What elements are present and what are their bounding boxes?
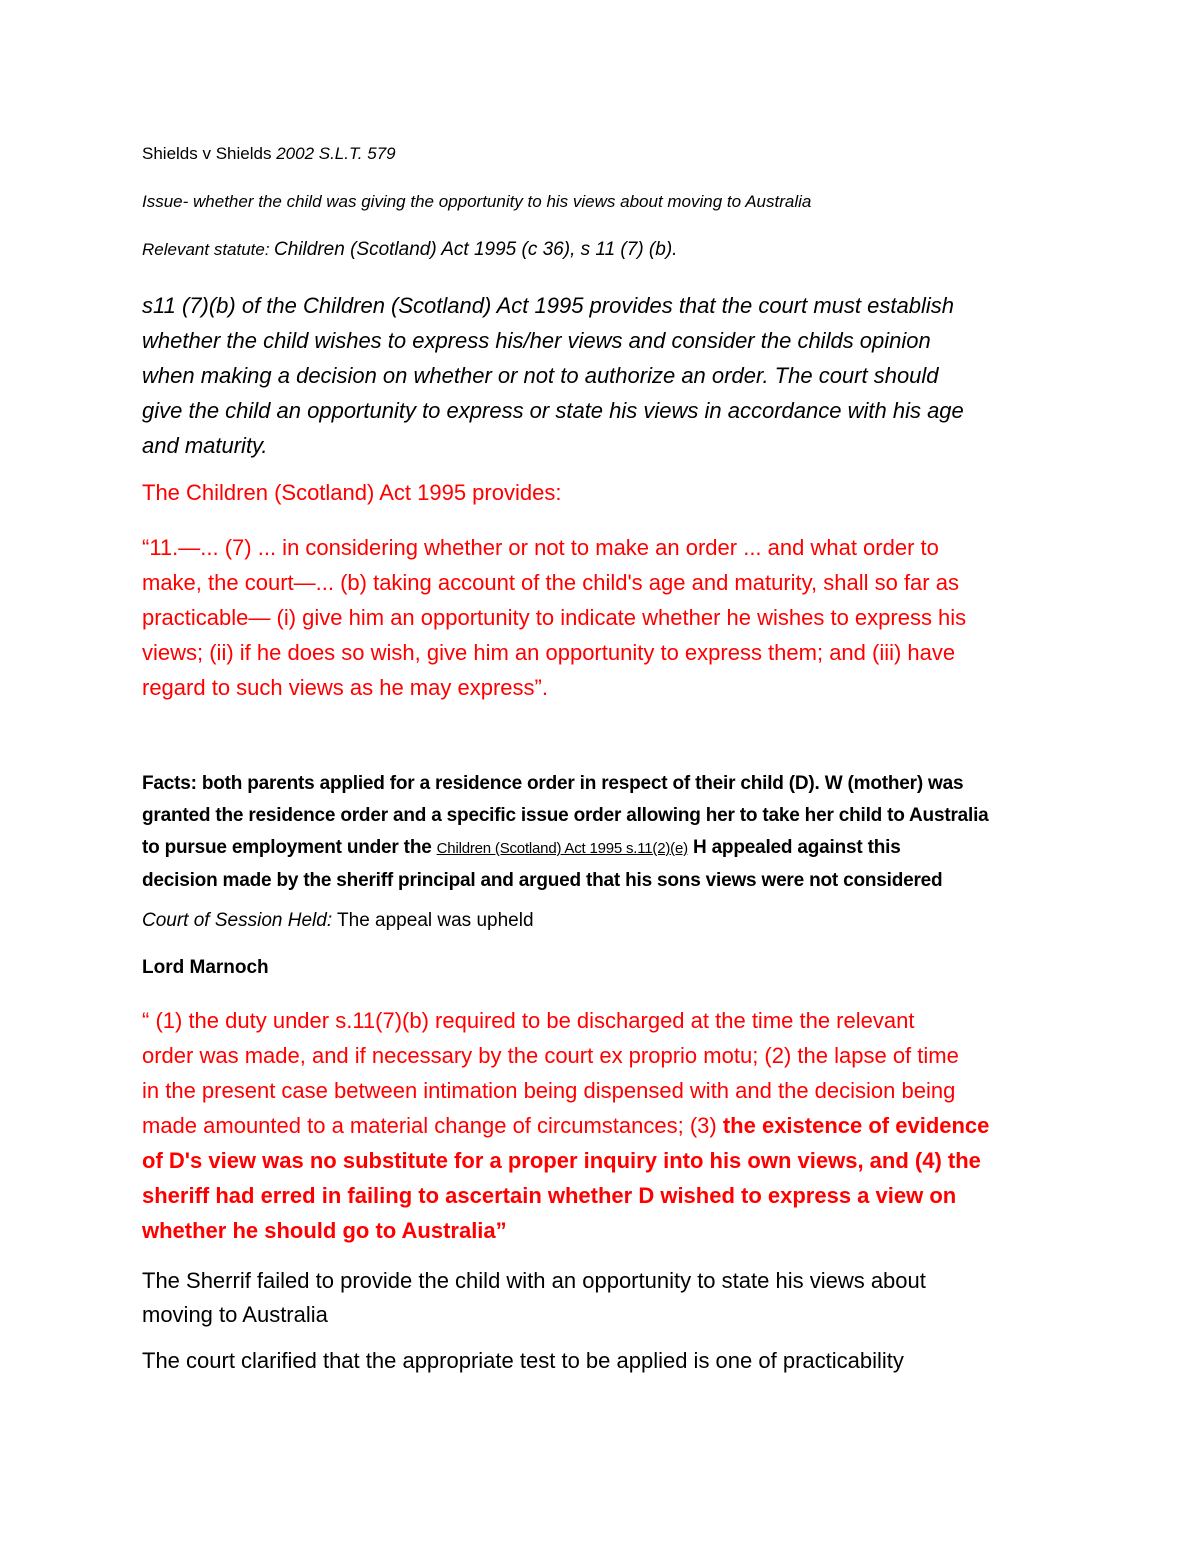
judgment-line: of D's view was no substitute for a proper inquiry into his own views, and (4) the <box>142 1148 981 1173</box>
statute-text: Children (Scotland) Act 1995 (c 36), s 11 (7) (b). <box>274 239 678 260</box>
judgment-line <box>142 1108 989 1143</box>
facts-line: decision made by the sheriff principal and argued that his sons views were not considered <box>142 870 943 891</box>
held-text: The appeal was upheld <box>332 910 534 931</box>
conclusion-paragraph <box>142 1264 926 1332</box>
explanation-line: s11 (7)(b) of the Children (Scotland) Act 1995 provides that the court must establish <box>142 293 954 318</box>
judgment-text: made amounted to a material change of circumstances; (3) <box>142 1113 723 1138</box>
case-name: Shields v Shields <box>142 144 272 163</box>
judgment-line: order was made, and if necessary by the court ex proprio motu; (2) the lapse of time <box>142 1043 959 1068</box>
statute-label: Relevant statute: <box>142 240 270 259</box>
explanation-line: and maturity. <box>142 433 268 458</box>
explanation-line: give the child an opportunity to express or state his views in accordance with his age <box>142 398 964 423</box>
judgment-bold-text: the existence of evidence <box>722 1113 990 1138</box>
facts-text: to pursue employment under the <box>142 837 437 858</box>
act-quote-line: practicable— (i) give him an opportunity to indicate whether he wishes to express his <box>142 605 967 630</box>
act-quote-line: make, the court—... (b) taking account of the child's age and maturity, shall so far as <box>142 570 959 595</box>
held-label: Court of Session Held: <box>142 910 333 931</box>
case-citation: 2002 S.L.T. 579 <box>276 144 396 163</box>
explanation-line: whether the child wishes to express his/her views and consider the childs opinion <box>142 328 931 353</box>
conclusion-test: The court clarified that the appropriate test to be applied is one of practicability <box>142 1348 904 1373</box>
act-quote-line: views; (ii) if he does so wish, give him an opportunity to express them; and (iii) have <box>142 640 956 665</box>
case-title <box>142 144 396 164</box>
facts-line: granted the residence order and a specific issue order allowing her to take her child to Australia <box>142 805 989 826</box>
judgment-line: in the present case between intimation being dispensed with and the decision being <box>142 1078 956 1103</box>
conclusion-line: moving to Australia <box>142 1302 328 1327</box>
facts-paragraph <box>142 768 989 897</box>
act-quote-line: regard to such views as he may express”. <box>142 675 548 700</box>
facts-line: Facts: both parents applied for a residence order in respect of their child (D). W (mother) was <box>142 773 964 794</box>
judgment-line: whether he should go to Australia” <box>142 1218 507 1243</box>
act-quote <box>142 530 966 705</box>
explanation-line: when making a decision on whether or not to authorize an order. The court should <box>142 363 939 388</box>
judgment-quote <box>142 1003 989 1248</box>
judgment-line: “ (1) the duty under s.11(7)(b) required to be discharged at the time the relevant <box>142 1008 915 1033</box>
statute-link[interactable]: Children (Scotland) Act 1995 s.11(2)(e) <box>436 840 688 857</box>
issue-line: Issue- whether the child was giving the opportunity to his views about moving to Australia <box>142 192 812 211</box>
act-quote-line: “11.—... (7) ... in considering whether or not to make an order ... and what order to <box>142 535 939 560</box>
explanation-paragraph <box>142 288 964 463</box>
held-line <box>142 910 534 932</box>
judge-name: Lord Marnoch <box>142 957 269 978</box>
act-heading: The Children (Scotland) Act 1995 provides: <box>142 480 562 505</box>
judgment-line: sheriff had erred in failing to ascertain whether D wished to express a view on <box>142 1183 957 1208</box>
facts-line <box>142 832 989 865</box>
conclusion-line: The Sherrif failed to provide the child with an opportunity to state his views about <box>142 1268 926 1293</box>
statute-line <box>142 239 677 261</box>
facts-text: H appealed against this <box>687 837 901 858</box>
